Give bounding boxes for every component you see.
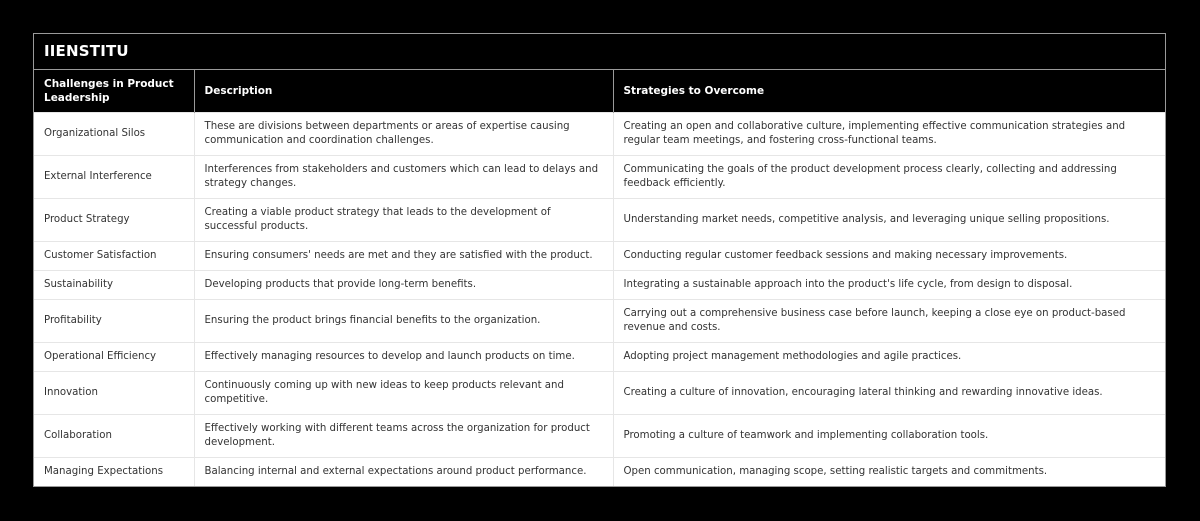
- cell-strategy: Integrating a sustainable approach into the product's life cycle, from design to disposal.: [613, 271, 1165, 300]
- table-row: [34, 156, 1165, 199]
- table-row: [34, 415, 1165, 458]
- table-row: [34, 113, 1165, 156]
- cell-challenge: Managing Expectations: [34, 458, 194, 487]
- column-header-strategy: Strategies to Overcome: [613, 70, 1165, 113]
- cell-description: Balancing internal and external expectations around product performance.: [194, 458, 613, 487]
- cell-challenge: Innovation: [34, 372, 194, 415]
- cell-strategy: Creating a culture of innovation, encouraging lateral thinking and rewarding innovative ideas.: [613, 372, 1165, 415]
- challenges-table: [34, 70, 1165, 486]
- cell-challenge: Customer Satisfaction: [34, 242, 194, 271]
- table-row: [34, 458, 1165, 487]
- cell-description: Effectively managing resources to develop and launch products on time.: [194, 343, 613, 372]
- cell-description: Ensuring the product brings financial benefits to the organization.: [194, 300, 613, 343]
- cell-strategy: Understanding market needs, competitive analysis, and leveraging unique selling propositions.: [613, 199, 1165, 242]
- cell-strategy: Open communication, managing scope, setting realistic targets and commitments.: [613, 458, 1165, 487]
- cell-description: Ensuring consumers' needs are met and they are satisfied with the product.: [194, 242, 613, 271]
- challenges-table-container: [33, 33, 1166, 487]
- cell-strategy: Promoting a culture of teamwork and implementing collaboration tools.: [613, 415, 1165, 458]
- cell-strategy: Carrying out a comprehensive business case before launch, keeping a close eye on product-based revenue and costs.: [613, 300, 1165, 343]
- column-header-challenge: Challenges in Product Leadership: [34, 70, 194, 113]
- column-header-description: Description: [194, 70, 613, 113]
- table-row: [34, 242, 1165, 271]
- cell-description: Effectively working with different teams across the organization for product development.: [194, 415, 613, 458]
- cell-description: Interferences from stakeholders and customers which can lead to delays and strategy changes.: [194, 156, 613, 199]
- header-row: [34, 70, 1165, 113]
- table-row: [34, 199, 1165, 242]
- cell-challenge: Collaboration: [34, 415, 194, 458]
- cell-description: Developing products that provide long-term benefits.: [194, 271, 613, 300]
- table-body: [34, 113, 1165, 487]
- cell-challenge: Operational Efficiency: [34, 343, 194, 372]
- cell-description: Creating a viable product strategy that leads to the development of successful products.: [194, 199, 613, 242]
- table-row: [34, 343, 1165, 372]
- table-row: [34, 271, 1165, 300]
- table-row: [34, 372, 1165, 415]
- table-row: [34, 300, 1165, 343]
- cell-strategy: Creating an open and collaborative culture, implementing effective communication strategies and regular team meetings, and fostering cross-functional teams.: [613, 113, 1165, 156]
- cell-strategy: Communicating the goals of the product development process clearly, collecting and addressing feedback efficiently.: [613, 156, 1165, 199]
- cell-strategy: Adopting project management methodologies and agile practices.: [613, 343, 1165, 372]
- cell-challenge: Product Strategy: [34, 199, 194, 242]
- cell-strategy: Conducting regular customer feedback sessions and making necessary improvements.: [613, 242, 1165, 271]
- table-title: IIENSTITU: [34, 34, 1165, 70]
- cell-challenge: Sustainability: [34, 271, 194, 300]
- cell-challenge: Profitability: [34, 300, 194, 343]
- table-header: [34, 70, 1165, 113]
- cell-challenge: External Interference: [34, 156, 194, 199]
- cell-description: Continuously coming up with new ideas to keep products relevant and competitive.: [194, 372, 613, 415]
- cell-description: These are divisions between departments or areas of expertise causing communication and coordination challenges.: [194, 113, 613, 156]
- cell-challenge: Organizational Silos: [34, 113, 194, 156]
